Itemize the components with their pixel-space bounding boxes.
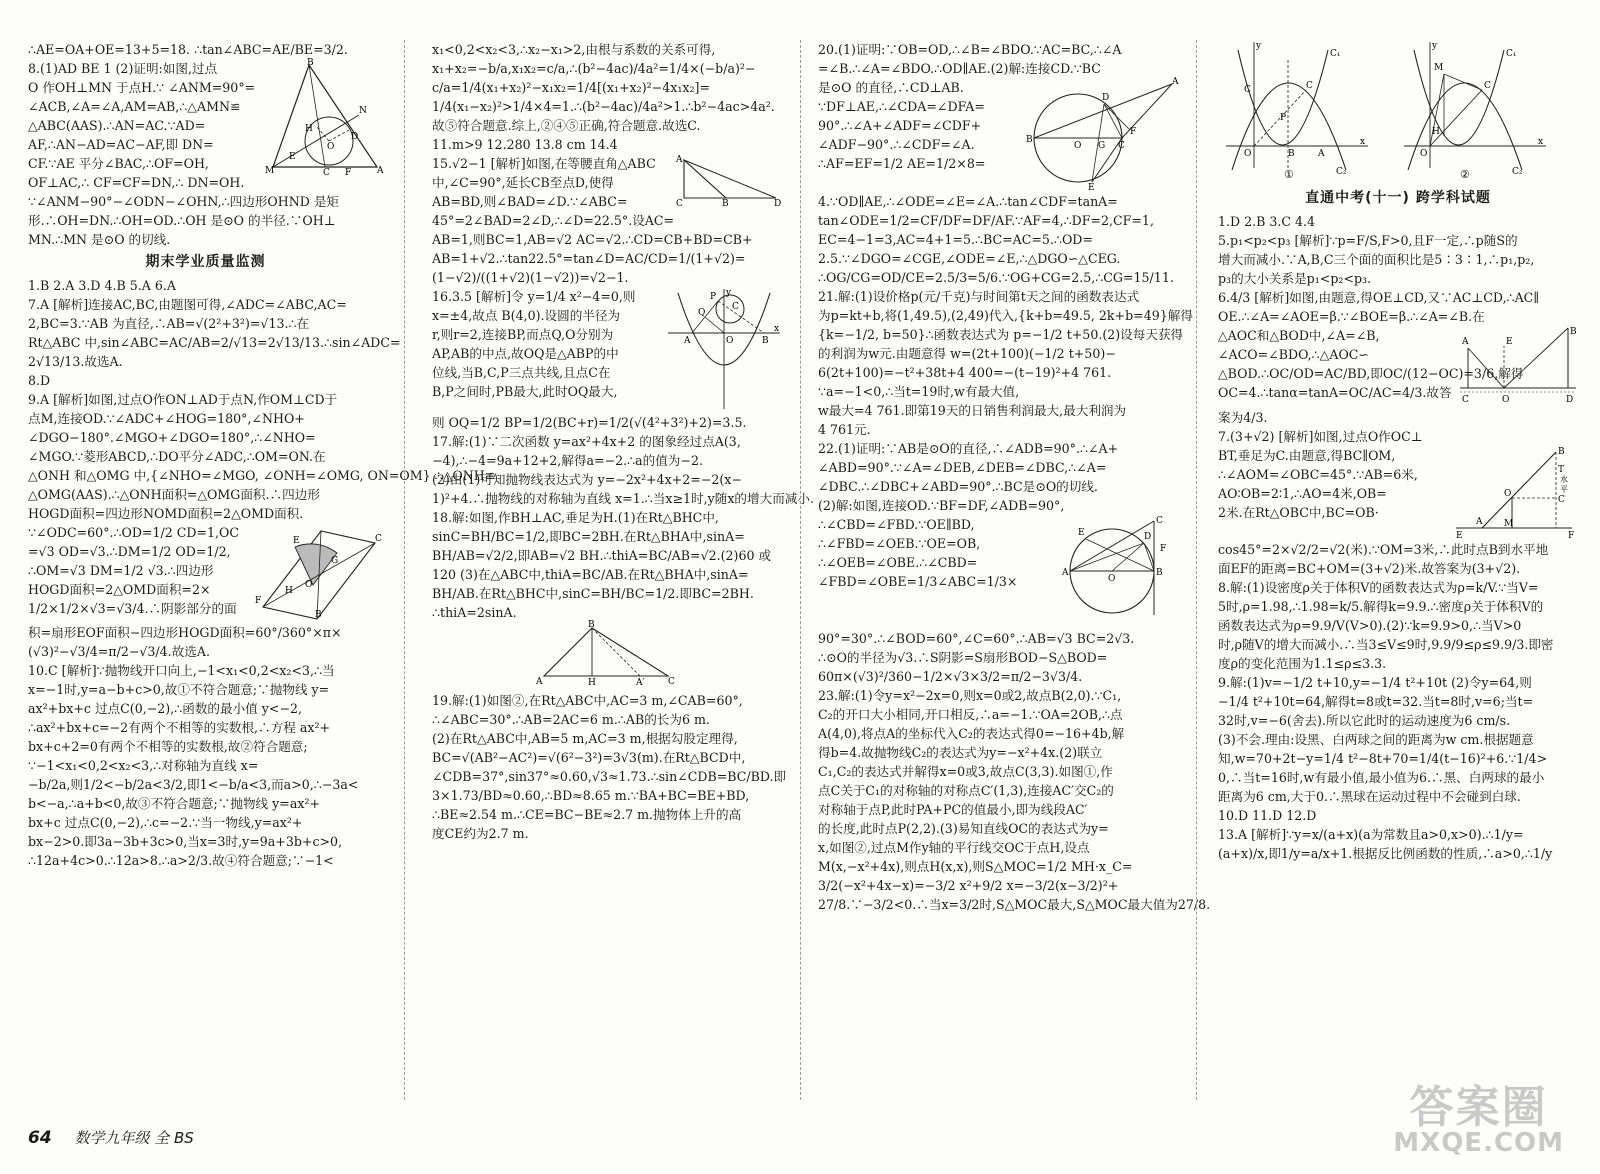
svg-text:G: G xyxy=(331,556,339,566)
text-line: △OMG(AAS).∴△ONH面积=△OMG面积.∴四边形 xyxy=(28,487,320,502)
svg-text:C: C xyxy=(668,677,675,687)
svg-text:C: C xyxy=(732,302,739,312)
text-line: 是⊙O 的直径,∴CD⊥AB. xyxy=(818,80,964,95)
watermark-text: 答案圈 xyxy=(1409,1082,1548,1133)
text-line: AB=1+√2.∴tan22.5°=tan∠D=AC/CD=1/(1+√2)= xyxy=(432,251,746,266)
text-line: 面EF的距离=BC+OM=(3+√2)米.故答案为(3+√2). xyxy=(1218,561,1521,576)
text-line: x=±4,故点 B(4,0).设圆的半径为 xyxy=(432,308,621,323)
text-line: △ONH 和△OMG 中,{∠NHO=∠MGO, ∠ONH=∠OMG, ON=OM} ∴△ONH≌ xyxy=(28,468,496,483)
q16-figure xyxy=(664,287,784,411)
text-line: ∴AF=EF=1/2 AE=1/2×8= xyxy=(818,156,986,171)
svg-text:T: T xyxy=(1558,465,1565,475)
svg-text:C: C xyxy=(323,168,330,178)
svg-text:B: B xyxy=(762,336,769,346)
svg-text:D: D xyxy=(1144,532,1152,542)
answer-line: 10.D 11.D 12.D xyxy=(1218,808,1317,823)
text-line: 20.(1)证明:∵OB=OD,∴∠B=∠BDO.∵AC=BC,∴∠A xyxy=(818,42,1122,57)
svg-text:O: O xyxy=(1502,395,1510,405)
svg-text:水: 水 xyxy=(1560,475,1568,484)
text-line: ∴⊙O的半径为√3.∴S阴影=S扇形BOD−S△BOD= xyxy=(818,650,1108,665)
text-line: MN.∴MN 是⊙O 的切线. xyxy=(28,232,171,247)
text-line: 6(2t+100)=−t²+38t+4 400=−(t−19)²+4 761. xyxy=(818,365,1112,380)
text-line: O 作OH⊥MN 于点H.∵ ∠ANM=90°= xyxy=(28,80,256,95)
text-line: 为p=kt+b,将(1,49.5),(2,49)代入,{k+b=49.5, 2k+b=49}解得 xyxy=(818,308,1193,323)
column-3 xyxy=(818,40,1211,914)
text-line: 点M,连接OD.∵∠ADC+∠HOG=180°,∠NHO+ xyxy=(28,411,305,426)
text-line: 2.5.∵∠DGO=∠CGE,∠ODE=∠E,∴△DGO∽△CEG. xyxy=(818,251,1121,266)
text-line: 9.A [解析]如图,过点O作ON⊥AD于点N,作OM⊥CD于 xyxy=(28,392,338,407)
text-line: ∠MGO.∵菱形ABCD,∴DO平分∠ADC,∴OM=ON.在 xyxy=(28,449,326,464)
text-line: (1−√2)/((1+√2)(1−√2))=√2−1. xyxy=(432,270,629,285)
watermark xyxy=(1393,1082,1564,1158)
text-line: △BOD.∴OC/OD=AC/BD,即OC/(12−OC)=3/6,解得 xyxy=(1218,366,1524,381)
text-line: {k=−1/2, b=50}∴函数表达式为 p=−1/2 t+50.(2)设每天获得 xyxy=(818,327,1184,342)
svg-text:O: O xyxy=(1504,489,1512,499)
svg-text:C: C xyxy=(375,534,382,544)
text-line: A(4,0),将点A的坐标代入C₂的表达式得0=−16+4b,解 xyxy=(818,726,1125,741)
text-line: 22.(1)证明:∵AB是⊙O的直径,∴∠ADB=90°.∴∠A+ xyxy=(818,441,1119,456)
svg-text:C₂: C₂ xyxy=(1512,167,1523,177)
text-line: 中,∠C=90°,延长CB至点D,使得 xyxy=(432,175,614,190)
text-line: ∴ax²+bx+c=−2有两个不相等的实数根,∴方程 ax²+ xyxy=(28,720,331,735)
text-line: BT,垂足为C.由题意,得BC∥OM, xyxy=(1218,448,1396,463)
answer-line: 8.D xyxy=(28,373,51,388)
text-line: CF.∵AE 平分∠BAC,∴OF=OH, xyxy=(28,156,209,171)
text-line: ∴AE=OA+OE=13+5=18. ∴tan∠ABC=AE/BE=3/2. xyxy=(28,42,348,57)
text-line: BC=√(AB²−AC²)=√(6²−3²)=3√3(m).在Rt△BCD中, xyxy=(432,750,746,765)
svg-text:B: B xyxy=(1288,149,1295,159)
section-title: 直通中考(十一) 跨学科试题 xyxy=(1305,190,1491,206)
text-line: 19.解:(1)如图②,在Rt△ABC中,AC=3 m,∠CAB=60°, xyxy=(432,693,743,708)
text-line: x,如图②,过点M作y轴的平行线交OC于点H,设点 xyxy=(818,840,1090,855)
text-line: AB=1,则BC=1,AB=√2 AC=√2.∴CD=CB+BD=CB+ xyxy=(432,232,753,247)
svg-text:E: E xyxy=(289,152,296,162)
text-line: 故⑤符合题意.综上,②④⑤正确,符合题意.故选C. xyxy=(432,118,701,133)
text-line: 60π×(√3)²/360−1/2×√3×3/2=π/2−3√3/4. xyxy=(818,669,1083,684)
text-line: ∵DF⊥AE,∴∠CDA=∠DFA= xyxy=(818,99,985,114)
svg-text:F: F xyxy=(345,168,352,178)
text-line: 90°.∴∠A+∠ADF=∠CDF+ xyxy=(818,118,982,133)
text-line: −1/4 t²+10t=64,解得t=8或t=32.当t=8时,v=6;当t= xyxy=(1218,694,1534,709)
text-line: tan∠ODE=1/2=CF/DF=DF/AF.∵AF=4,∴DF=2,CF=1, xyxy=(818,213,1154,228)
text-line: ∵−1<x₁<0,2<x₂<3,∴对称轴为直线 x= xyxy=(28,758,259,773)
text-line: ∵∠ANM−90°−∠ODN−∠OHN,∴四边形OHND 是矩 xyxy=(28,194,340,209)
text-line: 3/2(−x²+4x−x)=−3/2 x²+9/2 x=−3/2(x−3/2)²+ xyxy=(818,878,1119,893)
text-line: 得b=4.故抛物线C₂的表达式为y=−x²+4x.(2)联立 xyxy=(818,745,1103,760)
text-line: 距离为6 cm,大于0.∴黑球在运动过程中不会碰到白球. xyxy=(1218,789,1521,804)
text-line: 0,∴当t=16时,w有最小值,最小值为6.∴黑、白两球的最小 xyxy=(1218,770,1545,785)
text-line: 则 OQ=1/2 BP=1/2(BC+r)=1/2(√(4²+3²)+2)=3.5. xyxy=(432,415,747,430)
svg-text:C: C xyxy=(1156,516,1163,526)
text-line: b<−a,∴a+b<0,故③不符合题意;∵抛物线 y=ax²+ xyxy=(28,796,321,811)
text-line: ∠CDB=37°,sin37°≈0.60,√3≈1.73.∴sin∠CDB=BC/BD.即 xyxy=(432,769,787,784)
text-line: 3×1.73/BD≈0.60,∴BD≈8.65 m.∵BA+BC=BE+BD, xyxy=(432,788,750,803)
text-line: ∴thiA=2sinA. xyxy=(432,605,517,620)
text-line: ∠DGO−180°.∠MGO+∠DGO=180°,∴∠NHO= xyxy=(28,430,316,445)
text-line: x=−1时,y=a−b+c>0,故①不符合题意;∵抛物线 y= xyxy=(28,682,330,697)
text-line: C₂的开口大小相同,开口相反,∴a=−1.∵OA=2OB,∴点 xyxy=(818,707,1123,722)
svg-text:D: D xyxy=(774,199,782,209)
text-line: −b/2a,则1/2<−b/2a<3/2,即1<−b/a<3,而a>0,∴−3a< xyxy=(28,777,359,792)
text-line: c/a=1/4(x₁+x₂)²−x₁x₂=1/4[(x₁+x₂)²−4x₁x₂]= xyxy=(432,80,711,95)
text-line: 增大而减小.∵A,B,C三个面的面积比是5∶3∶1,∴p₁,p₂, xyxy=(1218,252,1535,267)
text-line: (√3)²−√3/4=π/2−√3/4.故选A. xyxy=(28,644,210,659)
watermark-url: MXQE.COM xyxy=(1393,1128,1564,1158)
text-line: M(x,−x²+4x),则点H(x,x),则S△MOC=1/2 MH·x_C= xyxy=(818,859,1133,874)
book-title: 数学九年级 全 BS xyxy=(74,1129,194,1147)
text-line: ∠FBD=∠OBE=1/3∠ABC=1/3× xyxy=(818,574,1018,589)
text-line: 点C关于C₁的对称轴的对称点C′(1,3),连接AC′交C₂的 xyxy=(818,783,1114,798)
svg-text:A: A xyxy=(377,166,384,176)
text-line: ax²+bx+c 过点C(0,−2),∴函数的最小值 y<−2, xyxy=(28,701,303,716)
text-line: HOGD面积=2△OMD面积=2× xyxy=(28,582,211,597)
text-line: ∠ABD=90°.∵∠A=∠DEB,∠DEB=∠DBC,∴∠A= xyxy=(818,460,1107,475)
text-line: 4.∵OD∥AE,∴∠ODE=∠E=∠A.∴tan∠CDF=tanA= xyxy=(818,194,1118,209)
text-line: (2)由(1)可知抛物线表达式为 y=−2x²+4x+2=−2(x− xyxy=(432,472,742,487)
svg-text:M: M xyxy=(265,166,275,176)
svg-text:D: D xyxy=(1102,93,1110,103)
svg-text:F: F xyxy=(1130,127,1137,137)
text-line: 形.∴OH=DN.∴OH=OD.∴OH 是⊙O 的半径.∵OH⊥ xyxy=(28,213,336,228)
text-line: B,P之间时,PB最大,此时OQ最大, xyxy=(432,384,618,399)
text-line: r,则r=2,连接BP,而点Q,O分别为 xyxy=(432,327,614,342)
svg-text:O: O xyxy=(1074,141,1082,151)
text-line: bx+c 过点C(0,−2),∴c=−2.∵当一物线,y=ax²+ xyxy=(28,815,303,830)
svg-text:B: B xyxy=(1570,327,1577,337)
text-line: 8.(1)AD BE 1 (2)证明:如图,过点 xyxy=(28,61,218,76)
svg-text:O: O xyxy=(1420,149,1428,159)
text-line: 18.解:如图,作BH⊥AC,垂足为H.(1)在Rt△BHC中, xyxy=(432,510,719,525)
text-line: ∴OM=√3 DM=1/2 √3.∴四边形 xyxy=(28,563,214,578)
column-2 xyxy=(432,40,814,843)
text-line: 23.解:(1)令y=x²−2x=0,则x=0或2,故点B(2,0).∵C₁, xyxy=(818,688,1122,703)
svg-text:P: P xyxy=(710,292,717,302)
svg-text:H: H xyxy=(305,124,313,134)
text-line: cos45°=2×√2/2=√2(米).∵OM=3米,∴此时点B到水平地 xyxy=(1218,542,1549,557)
svg-text:A′: A′ xyxy=(636,678,645,688)
text-line: ∴∠CBD=∠FBD.∵OE∥BD, xyxy=(818,517,975,532)
text-line: ∠ACB,∠A=∠A,AM=AB,∴△AMN≌ xyxy=(28,99,241,114)
text-line: △AOC和△BOD中,∠A=∠B, xyxy=(1218,328,1380,343)
figure-2 xyxy=(1404,41,1546,181)
text-line: 16.3.5 [解析]令 y=1/4 x²−4=0,则 xyxy=(432,289,636,304)
svg-text:y: y xyxy=(1256,41,1262,51)
text-line: 位线,当B,C,P三点共线,且点C在 xyxy=(432,365,611,380)
svg-text:E: E xyxy=(1456,531,1463,541)
q7-figure xyxy=(1452,446,1578,541)
svg-text:C: C xyxy=(1244,85,1251,95)
text-line: (3)不会.理由:设黑、白两球之间的距离为w cm.根据题意 xyxy=(1218,732,1534,747)
text-line: AO∶OB=2∶1,∴AO=4米,OB= xyxy=(1218,486,1387,501)
text-line: bx−2>0.即3a−3b+3c>0,当x=3时,y=9a+3b+c>0, xyxy=(28,834,343,849)
text-line: ∴∠ABC=30°.∴AB=2AC=6 m.∴AB的长为6 m. xyxy=(432,712,710,727)
svg-text:A: A xyxy=(684,336,691,346)
text-line: ∴∠OEB=∠OBE.∴∠CBD= xyxy=(818,555,978,570)
svg-text:x: x xyxy=(1360,137,1366,147)
text-line: 4 761元. xyxy=(818,422,871,437)
text-line: =√3 OD=√3.∴DM=1/2 OD=1/2, xyxy=(28,544,231,559)
svg-text:C₁: C₁ xyxy=(1330,49,1341,59)
text-line: 5时,ρ=1.98,∴1.98=k/5.解得k=9.9.∴密度ρ关于体积V的 xyxy=(1218,599,1544,614)
svg-text:O: O xyxy=(327,142,335,152)
text-line: 度ρ的变化范围为1.1≤ρ≤3.3. xyxy=(1218,656,1387,671)
answer-line: 1.D 2.B 3.C 4.4 xyxy=(1218,214,1316,229)
svg-text:C: C xyxy=(676,199,683,209)
svg-text:C₁: C₁ xyxy=(1506,49,1517,59)
text-line: AF,∴AN−AD=AC−AF,即 DN= xyxy=(28,137,214,152)
svg-text:平: 平 xyxy=(1560,485,1568,494)
text-line: ∴OG/CG=OD/CE=2.5/3=5/6.∵OG+CG=2.5,∴CG=15/11. xyxy=(818,270,1174,285)
svg-text:C: C xyxy=(1306,81,1313,91)
section-title: 期末学业质量监测 xyxy=(145,254,266,270)
text-line: x₁<0,2<x₂<3,∴x₂−x₁>2,由根与系数的关系可得, xyxy=(432,42,716,57)
svg-text:A: A xyxy=(1476,517,1483,527)
text-line: 17.解:(1)∵二次函数 y=ax²+4x+2 的图象经过点A(3, xyxy=(432,434,741,449)
text-line: ∵∠ODC=60°.∴OD=1/2 CD=1,OC xyxy=(28,525,240,540)
text-line: Rt△ABC 中,sin∠ABC=AC/AB=2/√13=2√13/13.∴sin∠ADC= xyxy=(28,335,401,350)
svg-text:D: D xyxy=(351,132,359,142)
svg-text:H: H xyxy=(588,678,596,688)
text-line: ∴∠FBD=∠OEB.∵OE=OB, xyxy=(818,536,981,551)
svg-text:E: E xyxy=(1506,337,1513,347)
text-line: 90°=30°.∴∠BOD=60°,∠C=60°.∴AB=√3 BC=2√3. xyxy=(818,631,1135,646)
page-number: 64 xyxy=(28,1128,52,1148)
q18-figure xyxy=(432,622,784,686)
text-line: 15.√2−1 [解析]如图,在等腰直角△ABC xyxy=(432,156,656,171)
text-line: w最大=4 761.即第19天的日销售利润最大,最大利润为 xyxy=(818,403,1127,418)
svg-text:x: x xyxy=(774,324,780,334)
text-line: 120 (3)在△ABC中,thiA=BC/AB.在Rt△BHA中,sinA= xyxy=(432,567,749,582)
svg-text:E: E xyxy=(293,536,300,546)
svg-text:x: x xyxy=(1538,137,1544,147)
text-line: ∠DBC.∴∠DBC+∠ABD=90°.∴BC是⊙O的切线. xyxy=(818,479,1098,494)
svg-text:M: M xyxy=(1504,519,1514,529)
q15-figure xyxy=(674,154,784,209)
figure-1 xyxy=(1226,41,1368,181)
text-line: 45°=2∠BAD=2∠D,∴∠D=22.5°.设AC= xyxy=(432,213,675,228)
svg-text:A: A xyxy=(1462,337,1469,347)
svg-text:B: B xyxy=(1026,135,1033,145)
text-line: 7.A [解析]连接AC,BC,由题图可得,∠ADC=∠ABC,AC= xyxy=(28,297,347,312)
q9-figure xyxy=(255,523,383,621)
svg-text:G: G xyxy=(1098,141,1106,151)
text-line: OC=4.∴tanα=tanA=OC/AC=4/3.故答 xyxy=(1218,385,1452,400)
text-line: BH/AB.在Rt△BHC中,sinC=BH/BC=1/2.即BC=2BH. xyxy=(432,586,754,601)
q22-figure xyxy=(1060,515,1176,627)
svg-text:C: C xyxy=(1462,395,1469,405)
svg-text:M: M xyxy=(1434,63,1444,73)
svg-text:O: O xyxy=(1244,149,1252,159)
text-line: ∠ADF−90°.∴∠CDF=∠A. xyxy=(818,137,975,152)
text-line: ∵a=−1<0,∴当t=19时,w有最大值, xyxy=(818,384,1020,399)
text-line: 32时,v=−6(舍去).所以它此时的运动速度为6 cm/s. xyxy=(1218,713,1511,728)
svg-text:A: A xyxy=(1062,568,1069,578)
svg-text:F: F xyxy=(1568,531,1575,541)
q20-figure xyxy=(1026,77,1179,193)
answer-line: 1.B 2.A 3.D 4.B 5.A 6.A xyxy=(28,278,177,293)
text-line: (a+x)/x,即1/y=a/x+1.根据反比例函数的性质,∴a>0,∴1/y xyxy=(1218,846,1553,861)
svg-text:B: B xyxy=(1558,447,1565,457)
svg-text:y: y xyxy=(1432,41,1438,51)
text-line: bx+c+2=0有两个不相等的实数根,故②符合题意; xyxy=(28,739,308,754)
svg-text:B: B xyxy=(307,58,314,68)
text-line: (2)在Rt△ABC中,AB=5 m,AC=3 m,根据勾股定理得, xyxy=(432,731,738,746)
text-line: 1)²+4.∴抛物线的对称轴为直线 x=1.∴当x≥1时,y随x的增大而减小. xyxy=(432,491,814,506)
svg-text:B: B xyxy=(588,620,595,630)
svg-text:B: B xyxy=(1156,568,1163,578)
text-line: ∴BE≈2.54 m.∴CE=BC−BE≈2.7 m.抛物体上升的高 xyxy=(432,807,742,822)
svg-text:F: F xyxy=(255,596,262,606)
svg-text:C: C xyxy=(1558,495,1565,505)
svg-text:Q: Q xyxy=(698,308,706,318)
text-line: 时,ρ随V的增大而减小.∴当3≤V≤9时,9.9/9≤ρ≤9.9/3.即密 xyxy=(1218,637,1554,652)
text-line: 9.解:(1)v=−1/2 t+10,y=−1/4 t²+10t (2)令y=64,则 xyxy=(1218,675,1532,690)
text-line: OF⊥AC,∴ CF=CF=DN,∴ DN=OH. xyxy=(28,175,245,190)
svg-text:O: O xyxy=(1108,574,1116,584)
q8-figure xyxy=(265,58,384,178)
text-line: =∠B.∴∠A=∠BDO.∴OD∥AE.(2)解:连接CD.∵BC xyxy=(818,61,1101,76)
text-line: sinC=BH/BC=1/2,即BC=2BH.在Rt△BHA中,sinA= xyxy=(432,529,745,544)
figure-label: ② xyxy=(1460,168,1470,181)
column-divider xyxy=(1196,40,1197,1100)
text-line: 函数表达式为ρ=9.9/V(V>0).(2)∵k=9.9>0,∴当V>0 xyxy=(1218,618,1522,633)
svg-text:O: O xyxy=(726,336,734,346)
text-line: 1/4(x₁−x₂)²>1/4×4=1.∴(b²−4ac)/4a²>1.∴b²−4ac>4a². xyxy=(432,99,775,114)
svg-text:C: C xyxy=(1484,81,1491,91)
text-line: 8.解:(1)设密度ρ关于体积V的函数表达式为ρ=k/V.∵当V= xyxy=(1218,580,1539,595)
text-line: 2,BC=3.∵AB 为直径,∴AB=√(2²+3²)=√13.∴在 xyxy=(28,316,310,331)
svg-text:A: A xyxy=(1318,149,1325,159)
text-line: 27/8.∵−3/2<0.∴当x=3/2时,S△MOC最大,S△MOC最大值为27/8. xyxy=(818,897,1211,912)
text-line: EC=4−1=3,AC=4+1=5.∴BC=AC=5.∴OD= xyxy=(818,232,1093,247)
svg-text:A: A xyxy=(536,677,543,687)
text-line: C₁,C₂的表达式并解得x=0或3,故点C(3,3).如图①,作 xyxy=(818,764,1113,779)
svg-text:C: C xyxy=(1118,141,1125,151)
svg-text:B: B xyxy=(315,610,322,620)
text-line: 的长度,此时点P(2,2).(3)易知直线OC的表达式为y= xyxy=(818,821,1109,836)
text-line: 积=扇形EOF面积−四边形HOGD面积=60°/360°×π× xyxy=(28,625,342,640)
text-line: 10.C [解析]∵抛物线开口向上,−1<x₁<0,2<x₂<3,∴当 xyxy=(28,663,335,678)
text-line: 的利润为w元.由题意得 w=(2t+100)(−1/2 t+50)− xyxy=(818,346,1116,361)
figure-label: ① xyxy=(1284,168,1294,181)
text-line: ∴12a+4c>0.∴12a>8.∴a>2/3.故④符合题意;∵−1< xyxy=(28,853,334,868)
svg-text:H: H xyxy=(1432,127,1440,137)
text-line: 案为4/3. xyxy=(1218,410,1268,425)
svg-text:E: E xyxy=(1088,183,1095,193)
text-line: 2√13/13.故选A. xyxy=(28,354,123,369)
text-line: x₁+x₂=−b/a,x₁x₂=c/a,∴(b²−4ac)/4a²=1/4×(−b/a)²− xyxy=(432,61,756,76)
svg-text:y: y xyxy=(726,288,732,298)
svg-text:E: E xyxy=(1078,528,1085,538)
text-line: 2米.在Rt△OBC中,BC=OB· xyxy=(1218,505,1379,520)
q23-figures xyxy=(1218,40,1578,180)
answer-line: 11.m>9 12.280 13.8 cm 14.4 xyxy=(432,137,618,152)
text-line: 13.A [解析]∵y=x/(a+x)(a为常数且a>0,x>0).∴1/y= xyxy=(1218,827,1524,842)
svg-text:O: O xyxy=(305,580,313,590)
text-line: HOGD面积=四边形NOMD面积=2△OMD面积. xyxy=(28,506,304,521)
text-line: 6.4/3 [解析]如图,由题意,得OE⊥CD,又∵AC⊥CD,∴AC∥ xyxy=(1218,290,1540,305)
text-line: 21.解:(1)设价格p(元/千克)与时间第t天之间的函数表达式 xyxy=(818,289,1140,304)
text-line: ∴∠AOM=∠OBC=45°.∵AB=6米, xyxy=(1218,467,1418,482)
svg-text:N: N xyxy=(359,106,367,116)
column-divider xyxy=(404,40,405,1100)
text-line: 度CE约为2.7 m. xyxy=(432,826,529,841)
text-line: ∠ACO=∠BDO,∴△AOC∽ xyxy=(1218,347,1369,362)
text-line: 1/2×1/2×√3=√3/4.∴阴影部分的面 xyxy=(28,601,237,616)
svg-text:P: P xyxy=(1280,113,1287,123)
text-line: −4),∴−4=9a+12+2,解得a=−2.∴a的值为−2. xyxy=(432,453,703,468)
page-footer xyxy=(28,1127,194,1148)
text-line: AB=BD,则∠BAD=∠D.∵∠ABC= xyxy=(432,194,628,209)
text-line: OE.∴∠A=∠AOE=β.∵∠BOE=β.∴∠A=∠B.在 xyxy=(1218,309,1485,324)
svg-text:B: B xyxy=(722,199,729,209)
text-line: △ABC(AAS).∴AN=AC.∵AD= xyxy=(28,118,206,133)
svg-text:C₂: C₂ xyxy=(1336,167,1347,177)
text-line: p₃的大小关系是p₁<p₂<p₃. xyxy=(1218,271,1372,286)
text-line: 知,w=70+2t−y=1/4 t²−8t+70=1/4(t−16)²+6.∵1/4> xyxy=(1218,751,1548,766)
column-divider xyxy=(800,40,801,1100)
column-4 xyxy=(1218,40,1578,863)
text-line: AP,AB的中点,故OQ是△ABP的中 xyxy=(432,346,619,361)
text-line: 对称轴于点P,此时PA+PC的值最小,即为线段AC′ xyxy=(818,802,1088,817)
svg-text:H: H xyxy=(285,586,293,596)
text-line: 7.(3+√2) [解析]如图,过点O作OC⊥ xyxy=(1218,429,1423,444)
svg-text:F: F xyxy=(1160,544,1167,554)
svg-text:D: D xyxy=(1566,395,1574,405)
svg-text:A: A xyxy=(676,155,683,165)
text-line: BH/AB=√2/2,即AB=√2 BH.∴thiA=BC/AB=√2.(2)60 或 xyxy=(432,548,772,563)
text-line: 5.p₁<p₂<p₃ [解析]∵p=F/S,F>0,且F一定,∴p随S的 xyxy=(1218,233,1518,248)
svg-text:A: A xyxy=(1172,77,1179,87)
text-line: (2)解:如图,连接OD.∵BF=DF,∠ADB=90°, xyxy=(818,498,1065,513)
